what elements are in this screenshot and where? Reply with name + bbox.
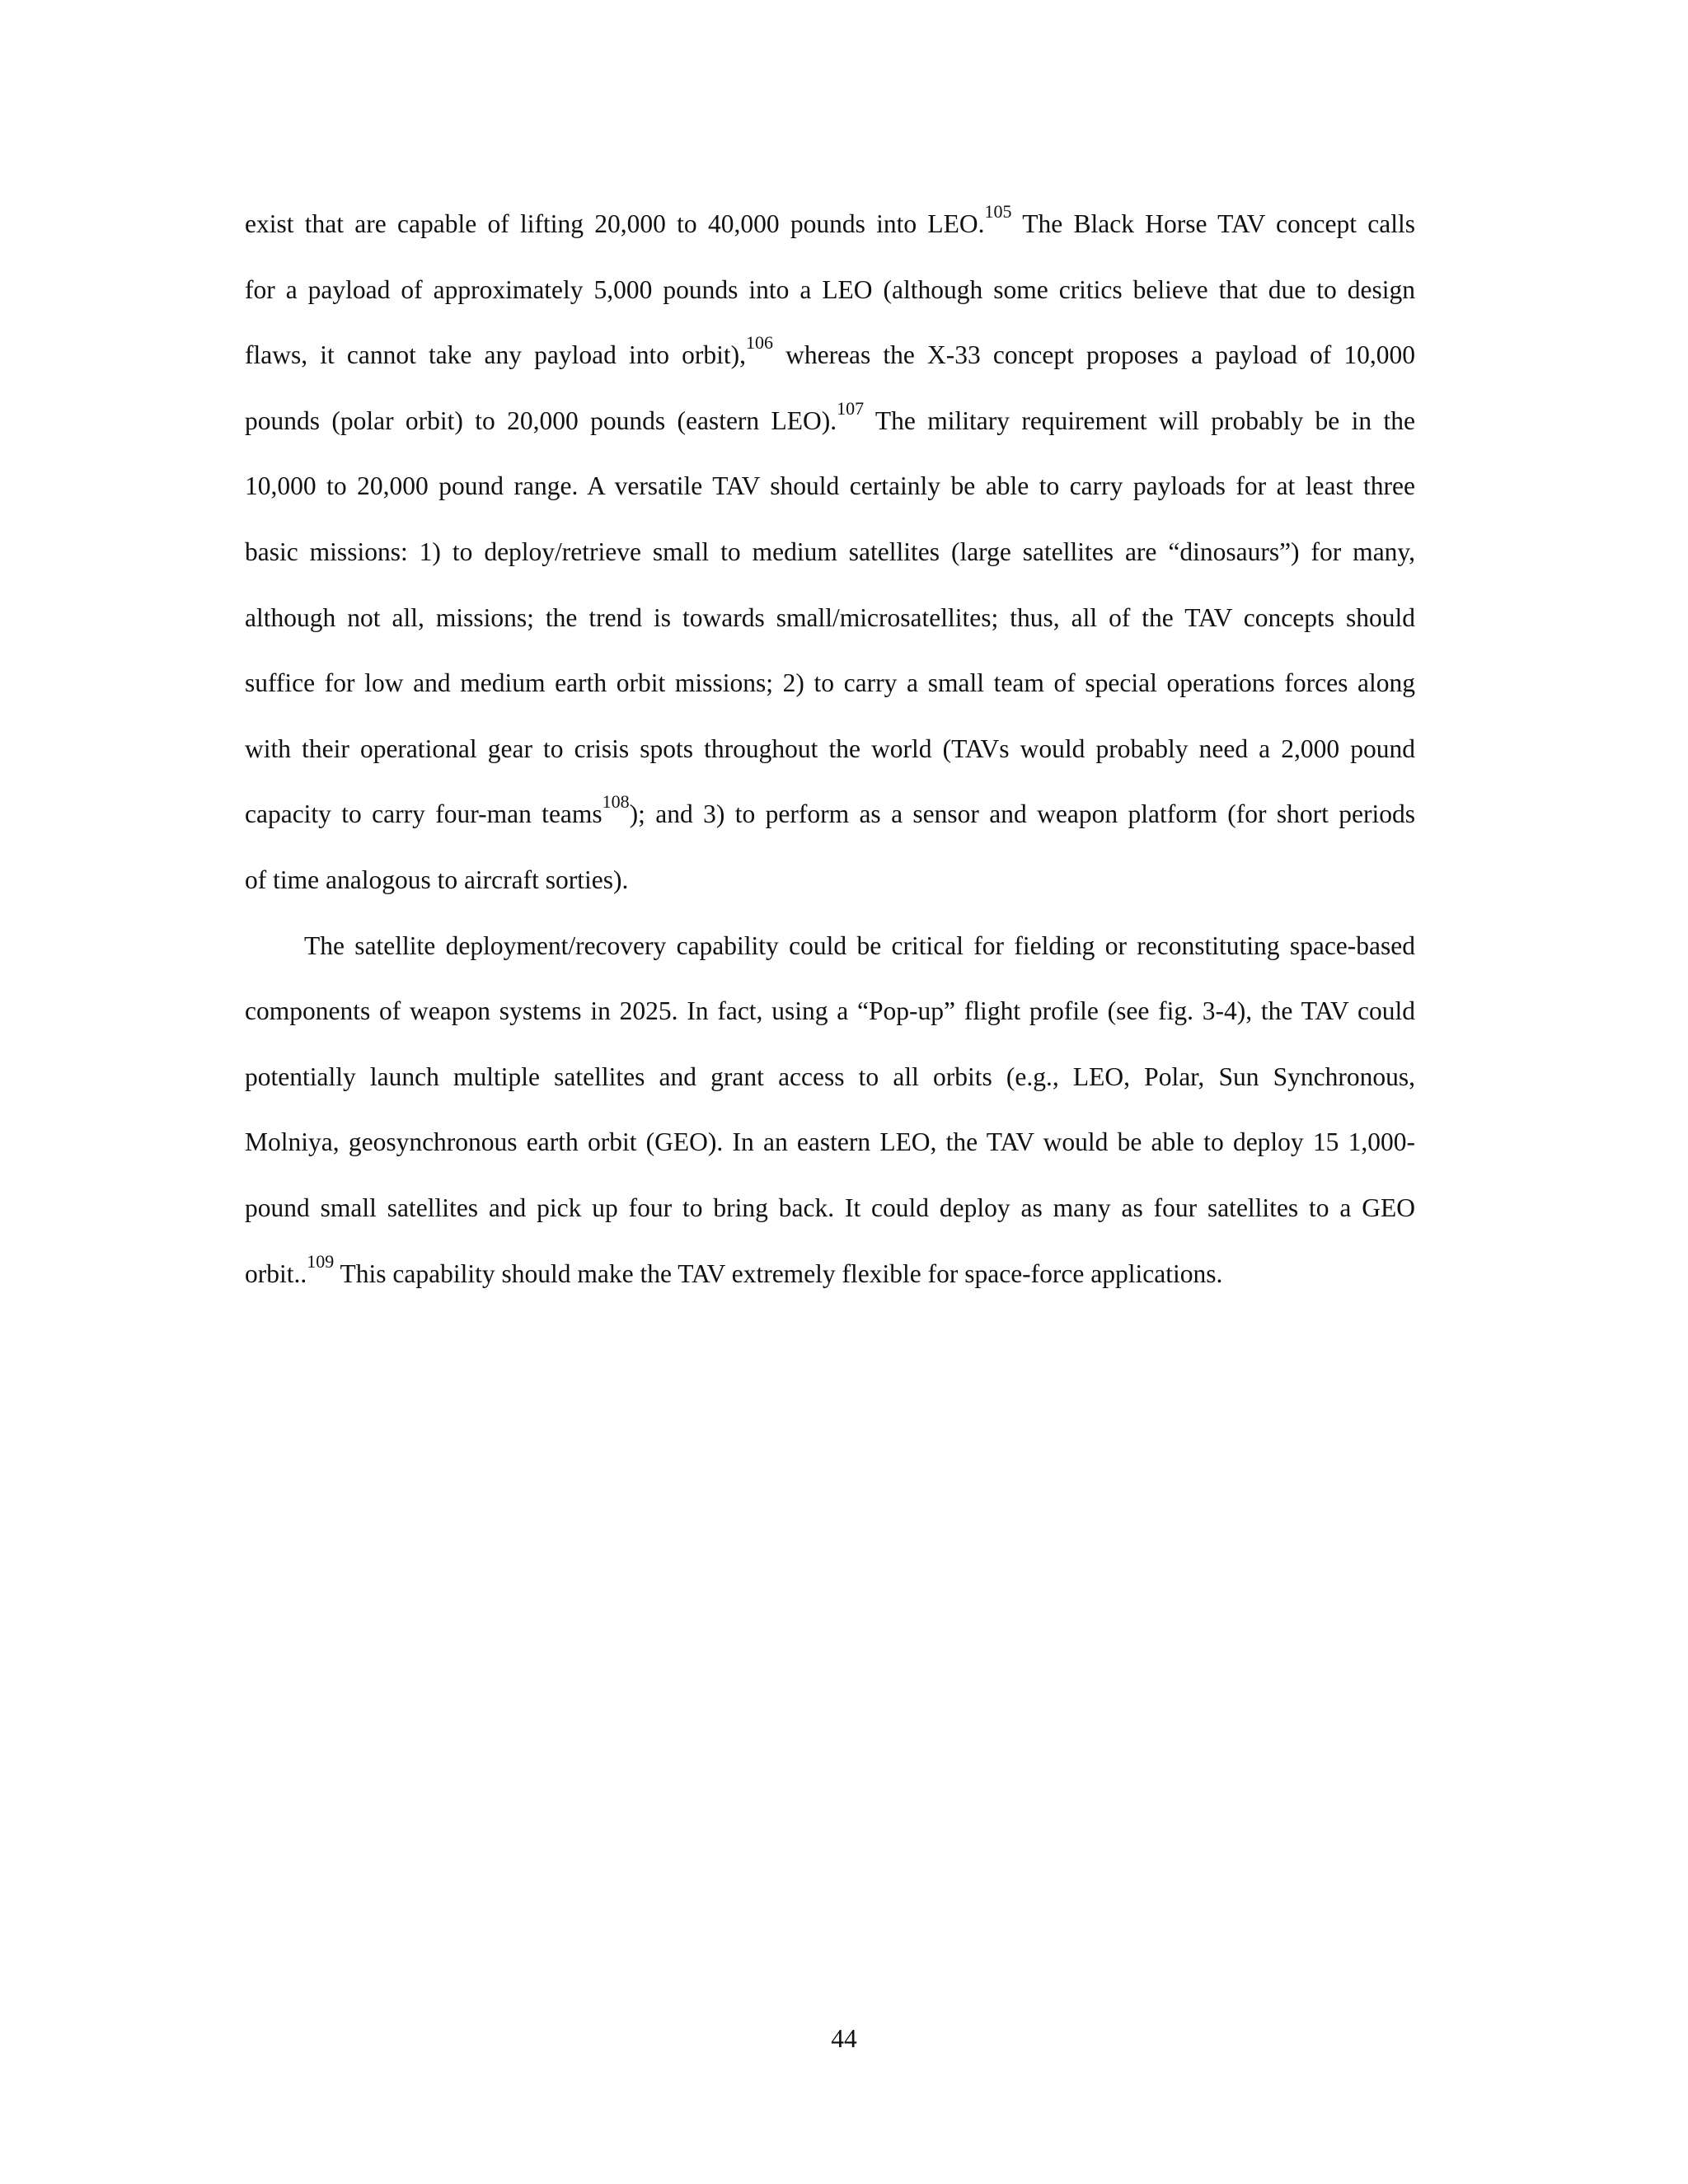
footnote-reference[interactable]: 109 [307, 1250, 335, 1272]
text-line [245, 847, 1415, 913]
text-run: The military requirement will probably be in the [864, 405, 1415, 435]
text-run: potentially launch multiple satellites and grant access to all orbits (e.g., LEO, Polar, Sun Synchronous, [245, 1062, 1415, 1091]
text-run: capacity to carry four-man teams [245, 799, 603, 829]
text-run: 10,000 to 20,000 pound range. A versatile TAV should certainly be able to carry payloads for at least three [245, 471, 1415, 501]
text-run: This capability should make the TAV extremely flexible for space-force applications. [334, 1258, 1223, 1288]
footnote-reference[interactable]: 106 [745, 332, 773, 354]
text-run: pounds (polar orbit) to 20,000 pounds (eastern LEO). [245, 405, 837, 435]
paragraph [245, 191, 1415, 913]
page-number: 44 [831, 2024, 857, 2053]
text-line [245, 1175, 1415, 1241]
text-line [245, 913, 1415, 979]
text-run: although not all, missions; the trend is towards small/microsatellites; thus, all of the TAV concepts should [245, 602, 1415, 632]
footnote-reference[interactable]: 107 [837, 397, 865, 419]
text-line [245, 978, 1415, 1044]
text-line [245, 716, 1415, 782]
text-run: orbit.. [245, 1258, 307, 1288]
text-run: with their operational gear to crisis spots throughout the world (TAVs would probably need a 2,000 pound [245, 733, 1415, 763]
text-line [245, 388, 1415, 454]
text-line [245, 781, 1415, 847]
text-run: pound small satellites and pick up four to bring back. It could deploy as many as four satellites to a GEO [245, 1193, 1415, 1222]
body-text [245, 191, 1415, 1306]
text-line [245, 650, 1415, 716]
text-line [245, 1044, 1415, 1110]
text-run: Molniya, geosynchronous earth orbit (GEO). In an eastern LEO, the TAV would be able to deploy 15 1,000- [245, 1127, 1415, 1157]
text-line [245, 585, 1415, 651]
text-run: basic missions: 1) to deploy/retrieve small to medium satellites (large satellites are “dinosaurs”) for many, [245, 537, 1415, 566]
text-run: for a payload of approximately 5,000 pounds into a LEO (although some critics believe that due to design [245, 274, 1415, 304]
text-run: ); and 3) to perform as a sensor and weapon platform (for short periods [629, 799, 1416, 829]
footnote-reference[interactable]: 108 [602, 791, 630, 813]
text-run: exist that are capable of lifting 20,000 to 40,000 pounds into LEO. [245, 209, 985, 238]
text-run: components of weapon systems in 2025. In fact, using a “Pop-up” flight profile (see fig. 3-4), the TAV could [245, 996, 1415, 1026]
text-run: The satellite deployment/recovery capability could be critical for fielding or reconstituting space-based [304, 930, 1415, 960]
text-run: of time analogous to aircraft sorties). [245, 865, 629, 894]
text-line [245, 1241, 1415, 1307]
footnote-reference[interactable]: 105 [984, 201, 1012, 222]
text-run: The Black Horse TAV concept calls [1011, 209, 1415, 238]
text-line [245, 322, 1415, 388]
text-run: suffice for low and medium earth orbit missions; 2) to carry a small team of special operations forces along [245, 668, 1415, 698]
text-run: whereas the X-33 concept proposes a payload of 10,000 [772, 340, 1415, 370]
text-line [245, 257, 1415, 323]
text-line [245, 1109, 1415, 1175]
text-run: flaws, it cannot take any payload into orbit), [245, 340, 746, 370]
text-line [245, 191, 1415, 257]
text-line [245, 453, 1415, 519]
paragraph [245, 913, 1415, 1307]
text-line [245, 519, 1415, 585]
